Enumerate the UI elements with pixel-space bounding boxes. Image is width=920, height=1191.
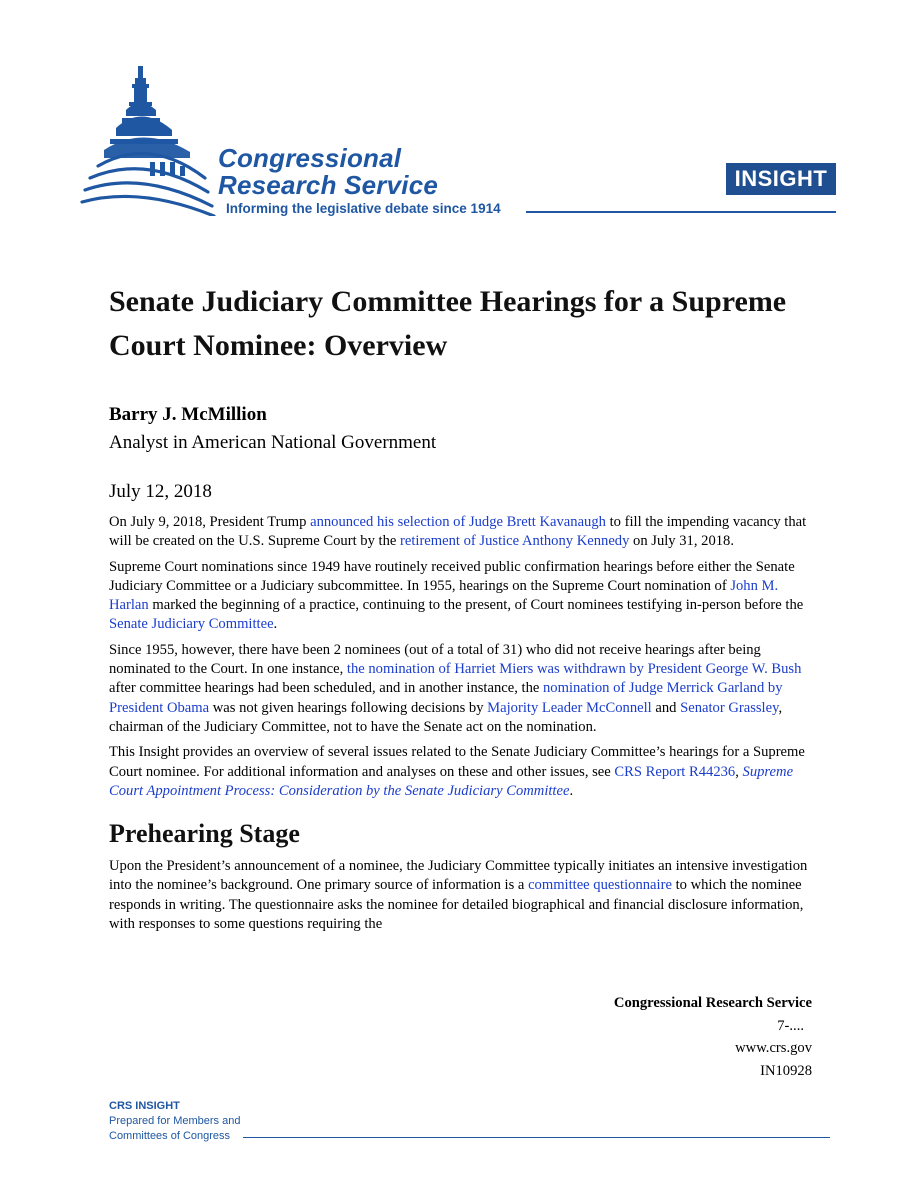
text-run: , chairman of the Judiciary Committee, not to have the Senate act on the nomination. (109, 699, 783, 735)
org-line-1: Congressional (218, 143, 402, 173)
report-info-block (560, 992, 812, 1082)
report-org: Congressional Research Service (613, 995, 812, 1011)
paragraph-1 (109, 513, 815, 552)
harlan-link[interactable]: John M. Harlan (109, 577, 779, 614)
text-run: to which the nominee responds in writing. The questionnaire asks the nominee for detailed biographical and financial disclosure information, with responses to some questions requiring the (109, 877, 804, 933)
paragraph-4 (109, 743, 815, 801)
author-position: Analyst in American National Government (109, 432, 437, 453)
crs-website: www.crs.gov (735, 1040, 812, 1056)
text-run: This Insight provides an overview of several issues related to the Senate Judiciary Committee’s hearings for a Supreme Court nominee. For additional information and analyses on these and other issues, see (109, 744, 805, 780)
footer-rule (243, 1137, 830, 1138)
document-body (109, 513, 815, 940)
document-title: Senate Judiciary Committee Hearings for a Supreme Court Nominee: Overview (109, 285, 787, 362)
text-run: was not given hearings following decisions by (209, 699, 488, 716)
text-run: . (273, 616, 278, 633)
crs-logo-wordmark (218, 145, 518, 199)
capitol-dome-icon (80, 66, 220, 216)
footer-title: CRS INSIGHT (109, 1100, 180, 1112)
senate-judiciary-committee-link[interactable]: Senate Judiciary Committee (109, 616, 274, 633)
miers-withdrawal-link[interactable]: the nomination of Harriet Miers was withdrawn by President George W. Bush (346, 661, 802, 678)
text-run: and (651, 699, 681, 716)
text-run: Upon the President’s announcement of a nominee, the Judiciary Committee typically initiates an intensive investigation into the nominee’s background. One primary source of information is a (109, 858, 808, 894)
insight-badge: INSIGHT (726, 163, 836, 195)
report-number: 7-.... (777, 1017, 804, 1034)
committee-questionnaire-link[interactable]: committee questionnaire (528, 877, 672, 894)
section-heading: Prehearing Stage (109, 819, 300, 849)
org-line-2: Research Service (218, 170, 439, 200)
report-title-link[interactable]: Supreme Court Appointment Process: Consideration by the Senate Judiciary Committee (109, 763, 794, 799)
text-run: , (735, 763, 743, 780)
footer-line-1: Prepared for Members and (109, 1115, 241, 1127)
text-run: marked the beginning of a practice, continuing to the present, of Court nominees testifying in-person before the (148, 597, 804, 614)
garland-nomination-link[interactable]: nomination of Judge Merrick Garland by President Obama (109, 680, 783, 716)
kennedy-retirement-link[interactable]: retirement of Justice Anthony Kennedy (400, 533, 630, 550)
footer-label (109, 1099, 240, 1144)
crs-report-link[interactable]: CRS Report R44236 (614, 763, 736, 780)
paragraph-3 (109, 641, 815, 737)
kavanaugh-announcement-link[interactable]: announced his selection of Judge Brett Kavanaugh (310, 514, 606, 530)
text-run: on July 31, 2018. (629, 533, 734, 550)
publication-date: July 12, 2018 (109, 481, 212, 502)
paragraph-2 (109, 558, 815, 635)
report-id: IN10928 (760, 1062, 812, 1079)
footer-line-2: Committees of Congress (109, 1130, 231, 1142)
author-name: Barry J. McMillion (109, 404, 267, 425)
text-run: Since 1955, however, there have been 2 nominees (out of a total of 31) who did not receive hearings after being nominated to the Court. In one instance, (109, 641, 761, 678)
header-rule (526, 211, 836, 213)
text-run: Supreme Court nominations since 1949 have routinely received public confirmation hearings before either the Senate Judiciary Committee or a Judiciary subcommittee. In 1955, hearings on the Supreme Court nomination of (109, 558, 795, 594)
section-paragraph-1 (109, 857, 815, 934)
text-run: . (569, 782, 574, 799)
mcconnell-link[interactable]: Majority Leader McConnell (487, 699, 652, 716)
grassley-link[interactable]: Senator Grassley (680, 699, 779, 716)
crs-tagline: Informing the legislative debate since 1914 (226, 201, 501, 216)
text-run: to fill the impending vacancy that will be created on the U.S. Supreme Court by the (109, 514, 807, 550)
text-run: after committee hearings had been scheduled, and in another instance, the (109, 680, 543, 697)
text-run: On July 9, 2018, President Trump (109, 514, 311, 530)
